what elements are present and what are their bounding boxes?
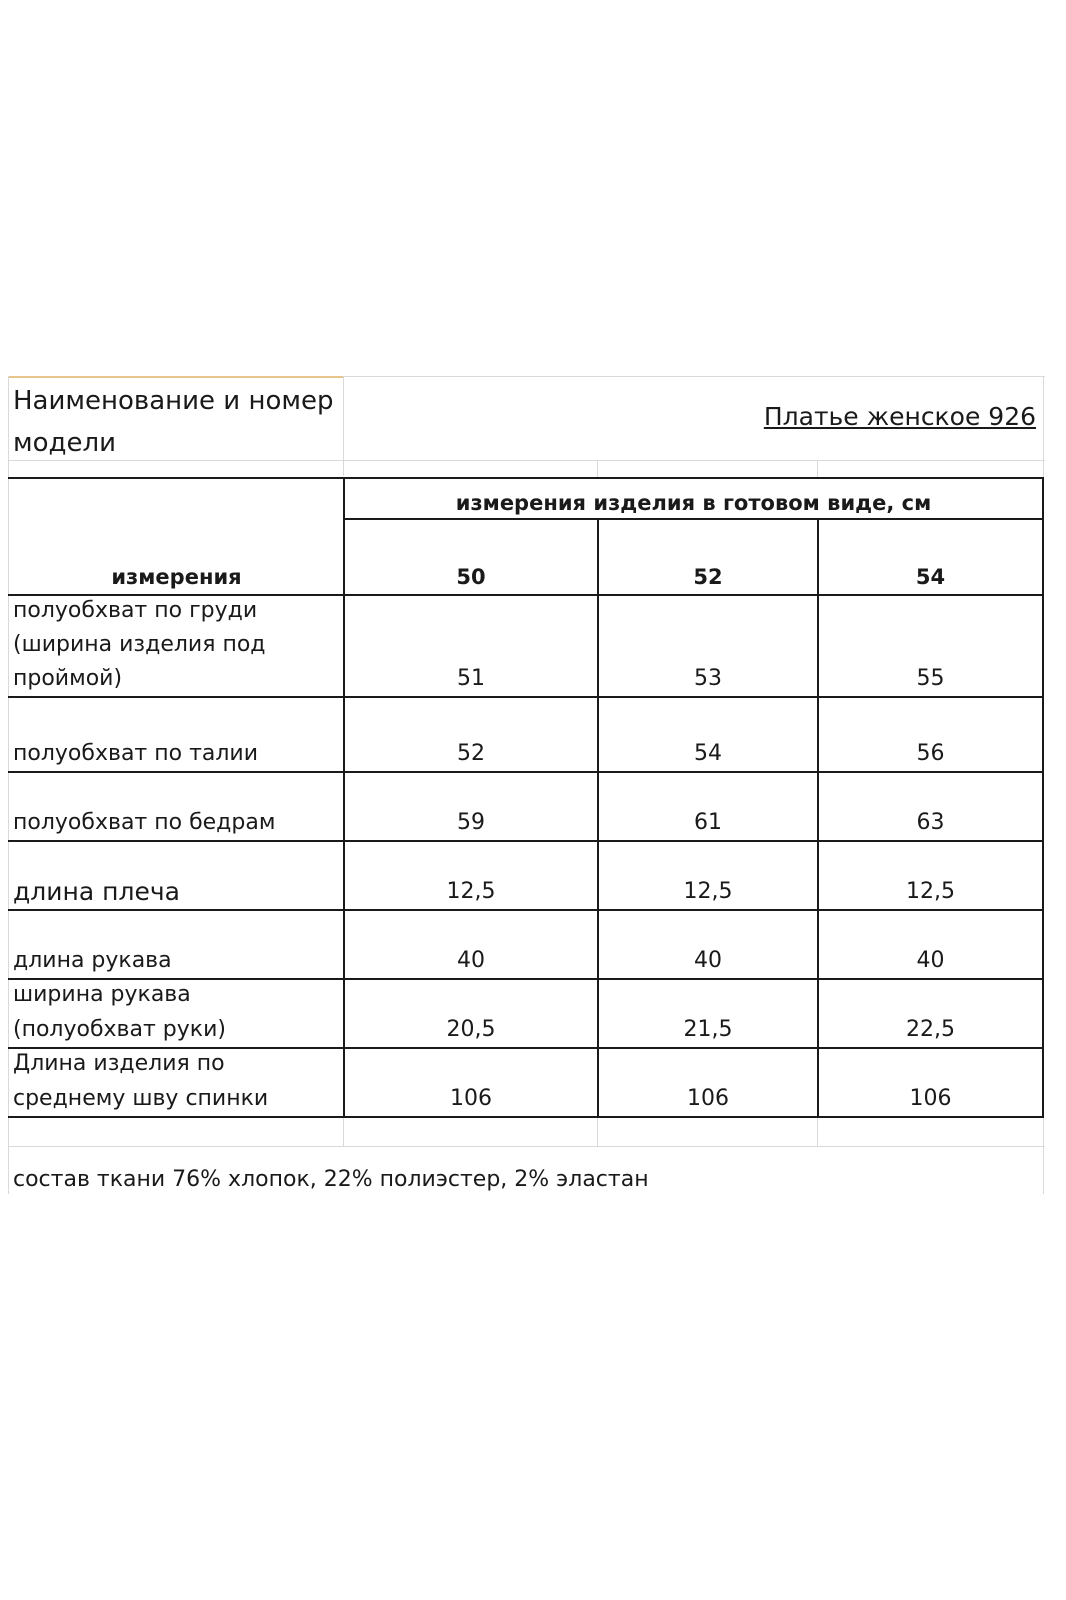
- size-header: 50: [456, 565, 486, 589]
- row-label: (полуобхват руки): [13, 1017, 226, 1042]
- model-name-label: Наименование и номер модели: [13, 386, 334, 458]
- table-cell: 54: [694, 741, 722, 766]
- table-cell: 22,5: [906, 1017, 955, 1042]
- row-label: полуобхват по бедрам: [13, 810, 276, 835]
- group-header: измерения изделия в готовом виде, см: [455, 491, 932, 515]
- table-cell: 12,5: [906, 879, 955, 904]
- row-header-label: измерения: [111, 565, 242, 589]
- table-border: [8, 840, 1044, 842]
- row-label: ширина рукава: [13, 982, 191, 1007]
- table-cell: 21,5: [683, 1017, 733, 1042]
- table-cell: 106: [909, 1086, 952, 1111]
- table-cell: 12,5: [683, 879, 733, 904]
- table-border: [1042, 477, 1044, 1118]
- table-cell: 106: [450, 1086, 492, 1111]
- table-cell: 61: [694, 810, 722, 835]
- gridline: [8, 376, 9, 1194]
- row-label: проймой): [13, 666, 123, 691]
- table-border: [8, 1116, 1044, 1118]
- model-name-value: Платье женское 926: [763, 402, 1036, 431]
- row-label: полуобхват по груди: [13, 598, 258, 623]
- table-cell: 106: [687, 1086, 729, 1111]
- table-border: [8, 696, 1044, 698]
- row-label: среднему шву спинки: [13, 1086, 269, 1111]
- table-cell: 40: [694, 948, 722, 973]
- table-cell: 20,5: [446, 1017, 496, 1042]
- gridline: [8, 1146, 1045, 1147]
- gridline: [817, 460, 818, 478]
- table-cell: 12,5: [446, 879, 496, 904]
- table-border: [8, 477, 1044, 479]
- gridline: [597, 1118, 598, 1146]
- table-cell: 55: [916, 666, 945, 691]
- row-label: длина плеча: [13, 877, 180, 906]
- row-label: Длина изделия по: [13, 1051, 225, 1076]
- row-label: полуобхват по талии: [13, 741, 259, 766]
- row-label: (ширина изделия под: [13, 632, 266, 657]
- row-label: длина рукава: [13, 948, 172, 973]
- table-cell: 40: [457, 948, 485, 973]
- gridline: [597, 460, 598, 478]
- table-cell: 59: [457, 810, 485, 835]
- size-header: 52: [693, 565, 723, 589]
- gridline: [817, 1118, 818, 1146]
- table-border: [8, 771, 1044, 773]
- size-header: 54: [915, 565, 946, 589]
- table-cell: 63: [916, 810, 945, 835]
- table-cell: 40: [916, 948, 945, 973]
- fabric-composition: состав ткани 76% хлопок, 22% полиэстер, 2% эластан: [13, 1167, 649, 1192]
- table-border: [8, 909, 1044, 911]
- gridline: [343, 1118, 344, 1146]
- table-cell: 52: [457, 741, 485, 766]
- table-cell: 51: [457, 666, 485, 691]
- selection-accent: [8, 376, 344, 378]
- table-cell: 53: [694, 666, 722, 691]
- gridline: [343, 376, 344, 476]
- table-cell: 56: [916, 741, 945, 766]
